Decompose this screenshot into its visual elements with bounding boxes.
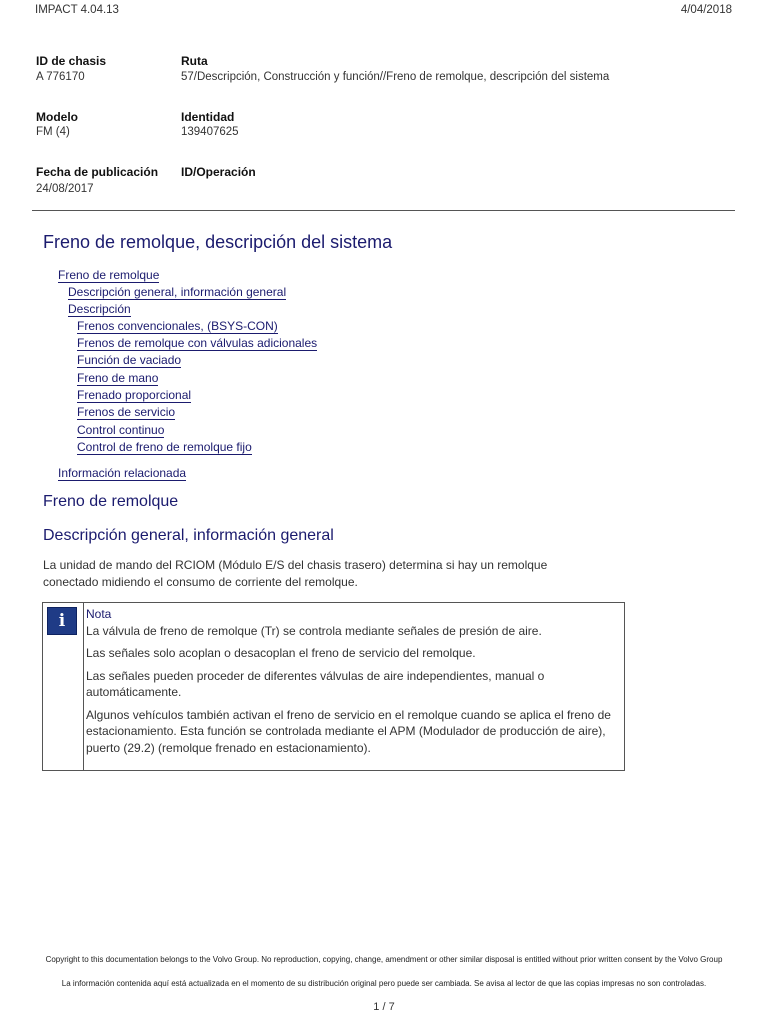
note-box — [42, 602, 625, 771]
toc-link-frenos-servicio[interactable]: Frenos de servicio — [77, 405, 176, 419]
pubdate-value: 24/08/2017 — [36, 183, 94, 195]
toc-link-control-continuo[interactable]: Control continuo — [77, 423, 165, 437]
toc-link-frenado-proporcional[interactable]: Frenado proporcional — [77, 388, 192, 402]
toc-link-funcion-vaciado[interactable]: Función de vaciado — [77, 353, 182, 367]
identity-value: 139407625 — [181, 126, 239, 138]
copyright-notice: Copyright to this documentation belongs to the Volvo Group. No reproduction, copying, change, amendment or other similar disposal is entitled without prior written consent by the Volvo Group — [45, 955, 723, 964]
toc-link-valvulas-adicionales[interactable]: Frenos de remolque con válvulas adicionales — [77, 336, 318, 350]
toc-link-descripcion-general[interactable]: Descripción general, información general — [68, 285, 287, 299]
page-number: 1 / 7 — [373, 1001, 395, 1013]
note-content — [86, 606, 616, 762]
header-divider — [32, 210, 735, 211]
body-paragraph: La unidad de mando del RCIOM (Módulo E/S del chasis trasero) determina si hay un remolque conectado midiendo el consumo de corriente del remolque. — [43, 558, 548, 589]
toc-link-informacion-relacionada[interactable]: Información relacionada — [58, 466, 187, 480]
route-value: 57/Descripción, Construcción y función//Freno de remolque, descripción del sistema — [181, 71, 610, 83]
note-paragraph: Las señales solo acoplan o desacoplan el freno de servicio del remolque. — [86, 646, 476, 660]
section-heading-freno-remolque: Freno de remolque — [43, 493, 179, 510]
pubdate-label: Fecha de publicación — [36, 165, 159, 179]
app-version: IMPACT 4.04.13 — [35, 4, 119, 16]
toc-link-descripcion[interactable]: Descripción — [68, 302, 131, 316]
note-separator — [83, 603, 84, 770]
note-paragraph: Las señales pueden proceder de diferentes válvulas de aire independientes, manual o automáticamente. — [86, 668, 545, 699]
page-title: Freno de remolque, descripción del sistema — [43, 232, 393, 252]
toc-link-freno-remolque[interactable]: Freno de remolque — [58, 268, 160, 282]
model-label: Modelo — [36, 110, 78, 124]
model-value: FM (4) — [36, 126, 70, 138]
chassis-label: ID de chasis — [36, 54, 107, 68]
operation-label: ID/Operación — [181, 165, 256, 179]
print-date: 4/04/2018 — [680, 4, 732, 16]
note-paragraph: Algunos vehículos también activan el freno de servicio en el remolque cuando se aplica el freno de estacionamiento. Esta función se controlada mediante el APM (Modulador de producción de aire), puerto (29.2) (remolque frenado en estacionamiento). — [86, 707, 611, 755]
identity-label: Identidad — [181, 110, 235, 124]
section-heading-descripcion-general: Descripción general, información general — [43, 527, 334, 544]
note-title: Nota — [86, 607, 112, 621]
toc-link-control-fijo[interactable]: Control de freno de remolque fijo — [77, 440, 252, 454]
chassis-value: A 776170 — [36, 71, 85, 83]
route-label: Ruta — [181, 54, 208, 68]
toc-link-frenos-convencionales[interactable]: Frenos convencionales, (BSYS-CON) — [77, 319, 278, 333]
disclaimer-notice: La información contenida aquí está actualizada en el momento de su distribución original pero puede ser cambiada. Se avisa al lector de que las copias impresas no son controladas. — [61, 979, 707, 988]
toc-link-freno-mano[interactable]: Freno de mano — [77, 371, 159, 385]
info-icon: i — [47, 607, 77, 635]
note-paragraph: La válvula de freno de remolque (Tr) se controla mediante señales de presión de aire. — [86, 623, 542, 638]
